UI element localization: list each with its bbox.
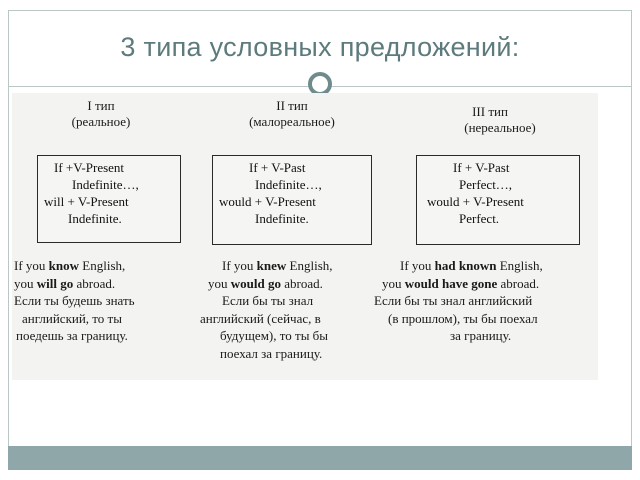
example-line: Если бы ты знал bbox=[222, 293, 314, 308]
example-line: If you knew English, bbox=[222, 258, 333, 273]
example-line: you would go abroad. bbox=[208, 275, 323, 291]
frame-right-line bbox=[631, 10, 632, 446]
type-1-label: I тип bbox=[87, 98, 115, 113]
example-line: Если бы ты знал английский bbox=[374, 293, 533, 308]
formula-line: Indefinite…, bbox=[255, 177, 322, 192]
frame-left-line bbox=[8, 10, 9, 446]
type-2-formula-box bbox=[212, 155, 372, 245]
type-2-example bbox=[200, 257, 333, 362]
formula-line: Perfect. bbox=[459, 211, 500, 226]
type-3-formula-box bbox=[416, 155, 580, 245]
formula-line: If + V-Past bbox=[453, 160, 510, 175]
type-3-header bbox=[430, 104, 550, 136]
formula-line: If +V-Present bbox=[54, 160, 125, 175]
type-1-formula-box bbox=[37, 155, 181, 243]
example-line: за границу. bbox=[450, 328, 512, 343]
slide-title: 3 типа условных предложений: bbox=[120, 32, 520, 62]
type-3-kind: (нереальное) bbox=[464, 120, 536, 135]
example-line: you will go abroad. bbox=[14, 275, 116, 291]
type-1-header bbox=[46, 98, 156, 130]
type-1-kind: (реальное) bbox=[71, 114, 131, 129]
type-2-header bbox=[222, 98, 362, 130]
type-1-example bbox=[14, 257, 135, 345]
example-line: If you had known English, bbox=[400, 258, 543, 273]
footer-bar bbox=[8, 446, 632, 470]
type-2-kind: (малореальное) bbox=[249, 114, 335, 129]
type-3-example bbox=[374, 257, 543, 345]
example-line: If you know English, bbox=[14, 258, 126, 273]
formula-line: Indefinite. bbox=[255, 211, 309, 226]
example-line: английский (сейчас, в bbox=[200, 310, 321, 326]
formula-line: would + V-Present bbox=[219, 194, 316, 209]
example-line: будущем), то ты бы bbox=[220, 328, 329, 343]
formula-line: Indefinite…, bbox=[72, 177, 139, 192]
formula-line: would + V-Present bbox=[427, 194, 524, 209]
example-line: (в прошлом), ты бы поехал bbox=[388, 310, 538, 326]
scanned-table-image bbox=[12, 93, 598, 380]
type-3-label: III тип bbox=[472, 104, 508, 119]
example-line: английский, то ты bbox=[22, 310, 122, 326]
example-line: Если ты будешь знать bbox=[14, 293, 135, 308]
formula-line: Perfect…, bbox=[459, 177, 513, 192]
example-line: you would have gone abroad. bbox=[382, 275, 540, 291]
type-2-label: II тип bbox=[276, 98, 308, 113]
example-line: поедешь за границу. bbox=[16, 328, 128, 343]
formula-line: Indefinite. bbox=[68, 211, 122, 226]
formula-line: If + V-Past bbox=[249, 160, 306, 175]
frame-top-line bbox=[8, 10, 632, 11]
formula-line: will + V-Present bbox=[44, 194, 129, 209]
example-line: поехал за границу. bbox=[220, 345, 323, 361]
